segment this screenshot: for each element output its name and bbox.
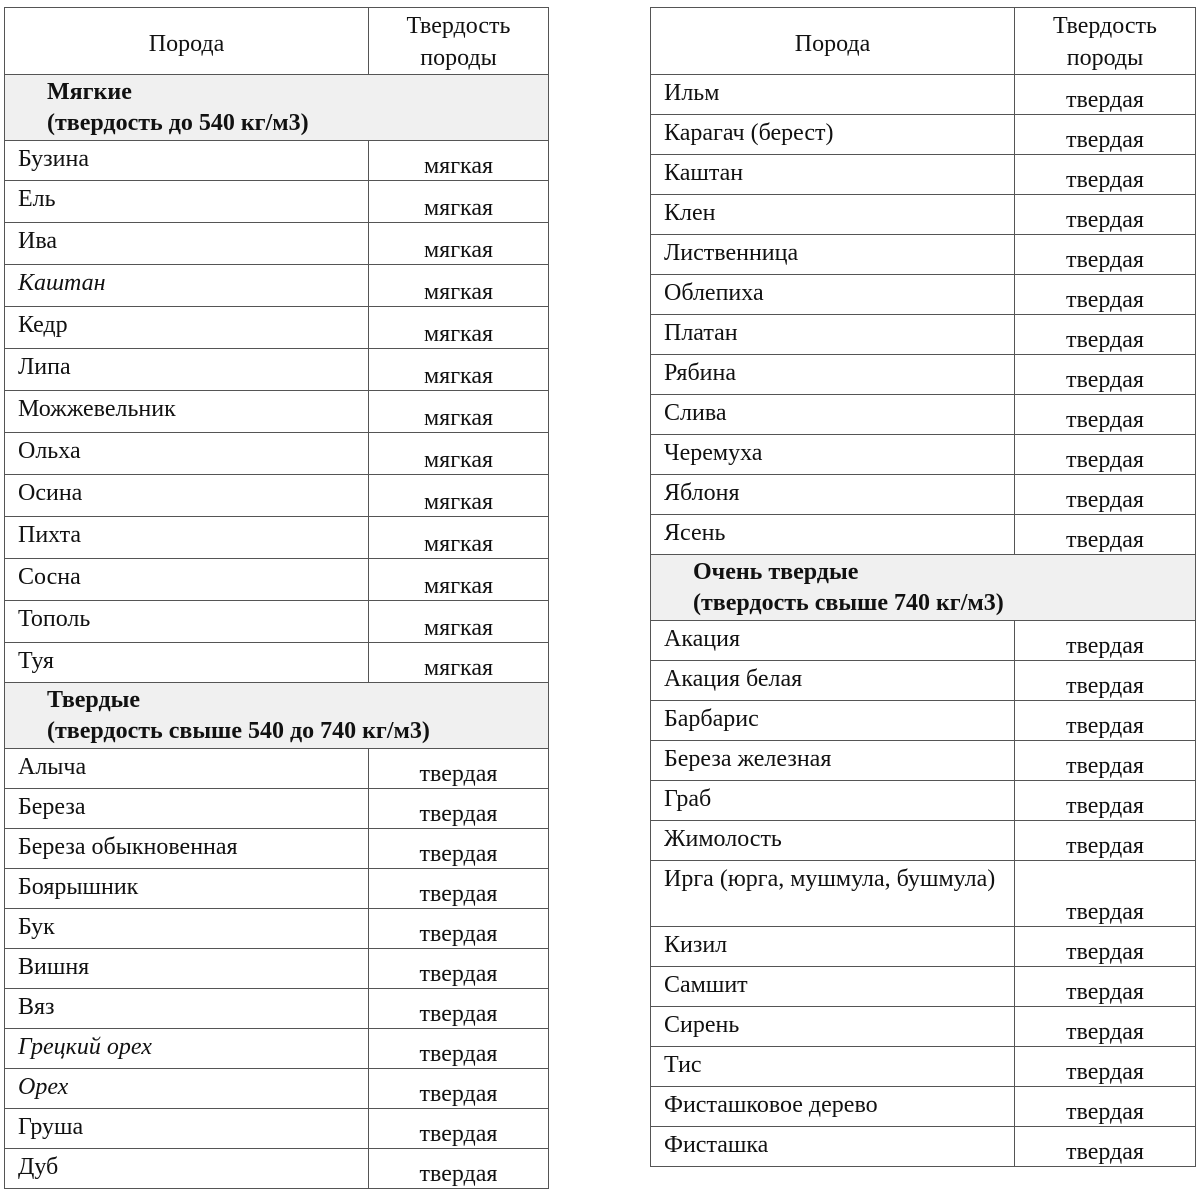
hardness-value [369, 909, 549, 949]
breed-name-text: Береза [18, 794, 86, 820]
breed-name-text: Тополь [18, 606, 91, 632]
breed-name [5, 265, 369, 307]
hardness-value-text: мягкая [423, 405, 494, 431]
breed-name-text: Туя [18, 648, 54, 674]
breed-name [5, 789, 369, 829]
breed-name [651, 155, 1015, 195]
table-row [5, 141, 549, 181]
breed-name [5, 989, 369, 1029]
hardness-value [369, 141, 549, 181]
breed-name [5, 181, 369, 223]
left-table-body [5, 8, 549, 1189]
hardness-value [369, 1109, 549, 1149]
breed-name [651, 621, 1015, 661]
table-row [5, 265, 549, 307]
hardness-value [369, 475, 549, 517]
hardness-value [1015, 235, 1196, 275]
hardness-value-text: твердая [1066, 1059, 1144, 1085]
hardness-value [369, 989, 549, 1029]
breed-name [5, 1109, 369, 1149]
breed-name [5, 223, 369, 265]
right-hardness-table [650, 7, 1196, 1167]
hardness-value-text: твердая [1066, 633, 1144, 659]
breed-name-text: Бук [18, 914, 55, 940]
breed-name-text: Алыча [18, 754, 87, 780]
breed-name-text: Боярышник [18, 874, 139, 900]
hardness-value-text: твердая [1066, 247, 1144, 273]
section-title-line2: (твердость свыше 740 кг/м3) [693, 590, 1004, 616]
breed-name-text: Фисташка [664, 1132, 769, 1158]
breed-name-text: Береза обыкновенная [18, 834, 238, 860]
table-row [5, 909, 549, 949]
breed-name-text: Рябина [664, 360, 737, 386]
table-row [651, 435, 1196, 475]
hardness-value [1015, 315, 1196, 355]
table-row [651, 1047, 1196, 1087]
hardness-value [369, 949, 549, 989]
hardness-value-text: твердая [1066, 673, 1144, 699]
breed-name [5, 307, 369, 349]
breed-name-text: Береза железная [664, 746, 832, 772]
hardness-value-text: твердая [1066, 713, 1144, 739]
hardness-value [369, 391, 549, 433]
hardness-value [369, 1069, 549, 1109]
hardness-value-text: мягкая [423, 279, 494, 305]
section-title-line2: (твердость до 540 кг/м3) [47, 110, 309, 136]
hardness-value-text: твердая [419, 1121, 498, 1147]
table-row [651, 235, 1196, 275]
breed-name-text: Бузина [18, 146, 90, 172]
breed-name [651, 435, 1015, 475]
hardness-value [1015, 195, 1196, 235]
breed-name [5, 949, 369, 989]
hardness-value [1015, 621, 1196, 661]
section-title [5, 75, 549, 141]
hardness-value-text: твердая [1066, 127, 1144, 153]
hardness-value-text: мягкая [423, 447, 494, 473]
section-header-row [651, 555, 1196, 621]
table-row [651, 701, 1196, 741]
breed-name [651, 75, 1015, 115]
breed-name [5, 349, 369, 391]
breed-name-text: Осина [18, 480, 83, 506]
hardness-value [369, 749, 549, 789]
hardness-value [369, 643, 549, 683]
hardness-value-text: твердая [1066, 367, 1144, 393]
breed-name-text: Граб [664, 786, 712, 812]
breed-name [5, 141, 369, 181]
table-row [5, 433, 549, 475]
breed-name [651, 861, 1015, 927]
breed-name [651, 1047, 1015, 1087]
table-row [5, 643, 549, 683]
breed-name-text: Платан [664, 320, 738, 346]
hardness-value-text: твердая [1066, 447, 1144, 473]
table-row [651, 1087, 1196, 1127]
breed-name-text: Барбарис [664, 706, 759, 732]
hardness-value-text: твердая [1066, 979, 1144, 1005]
hardness-value-text: твердая [1066, 487, 1144, 513]
hardness-value [369, 223, 549, 265]
breed-name [651, 475, 1015, 515]
hardness-value [1015, 661, 1196, 701]
table-row [651, 115, 1196, 155]
breed-name-text: Ясень [664, 520, 726, 546]
section-title-line1: Очень твердые [693, 559, 859, 585]
hardness-value-text: твердая [1066, 833, 1144, 859]
table-row [5, 601, 549, 643]
hardness-value [1015, 355, 1196, 395]
hardness-value [369, 869, 549, 909]
breed-name [651, 661, 1015, 701]
breed-name [5, 1029, 369, 1069]
breed-name [5, 1149, 369, 1189]
table-row [5, 307, 549, 349]
table-row [5, 1069, 549, 1109]
breed-name-text: Липа [18, 354, 71, 380]
section-header-row [5, 75, 549, 141]
table-row [5, 559, 549, 601]
table-row [5, 181, 549, 223]
breed-name [5, 517, 369, 559]
hardness-value [369, 829, 549, 869]
hardness-value [1015, 821, 1196, 861]
table-row [5, 869, 549, 909]
hardness-value [1015, 1047, 1196, 1087]
hardness-value-text: твердая [1066, 407, 1144, 433]
hardness-value-text: мягкая [423, 153, 494, 179]
breed-name [651, 395, 1015, 435]
hardness-value-text: твердая [1066, 939, 1144, 965]
header-row [5, 8, 549, 75]
table-row [651, 967, 1196, 1007]
breed-name-text: Кедр [18, 312, 68, 338]
hardness-value [1015, 515, 1196, 555]
hardness-value-text: мягкая [423, 573, 494, 599]
breed-name-text: Черемуха [664, 440, 763, 466]
table-row [651, 475, 1196, 515]
breed-name [5, 643, 369, 683]
hardness-value [1015, 967, 1196, 1007]
table-row [651, 355, 1196, 395]
hardness-value [369, 181, 549, 223]
breed-name [651, 1127, 1015, 1167]
hardness-value [369, 559, 549, 601]
breed-name-text: Карагач (берест) [664, 120, 834, 146]
breed-name-text: Пихта [18, 522, 82, 548]
section-title-line2: (твердость свыше 540 до 740 кг/м3) [47, 718, 430, 744]
header-breed-text: Порода [794, 31, 871, 57]
breed-name [651, 235, 1015, 275]
breed-name-text: Можжевельник [18, 396, 176, 422]
hardness-value-text: твердая [1066, 1099, 1144, 1125]
hardness-value [1015, 395, 1196, 435]
breed-name-text: Сосна [18, 564, 81, 590]
table-row [5, 789, 549, 829]
breed-name-text: Акация [664, 626, 741, 652]
hardness-value-text: твердая [1066, 327, 1144, 353]
hardness-value [1015, 475, 1196, 515]
table-row [651, 741, 1196, 781]
header-hardness [1015, 8, 1196, 75]
breed-name [5, 869, 369, 909]
breed-name [5, 749, 369, 789]
table-row [5, 1109, 549, 1149]
breed-name-text: Жимолость [664, 826, 782, 852]
breed-name-text: Самшит [664, 972, 748, 998]
breed-name-text: Сирень [664, 1012, 740, 1038]
section-title [5, 683, 549, 749]
table-row [651, 661, 1196, 701]
hardness-value [369, 601, 549, 643]
hardness-value-text: мягкая [423, 195, 494, 221]
breed-name-text: Вяз [18, 994, 55, 1020]
section-title [651, 555, 1196, 621]
hardness-value-text: мягкая [423, 531, 494, 557]
hardness-value [369, 1149, 549, 1189]
breed-name-text: Ильм [664, 80, 720, 106]
hardness-value-text: мягкая [423, 489, 494, 515]
breed-name-text: Орех [18, 1074, 69, 1100]
header-hardness-line1: Твердость [406, 13, 511, 39]
table-row [651, 515, 1196, 555]
breed-name-text: Вишня [18, 954, 90, 980]
table-row [5, 517, 549, 559]
breed-name-text: Акация белая [664, 666, 803, 692]
table-row [651, 275, 1196, 315]
hardness-value [1015, 1007, 1196, 1047]
hardness-value-text: твердая [1066, 167, 1144, 193]
breed-name [5, 601, 369, 643]
hardness-value-text: твердая [419, 1041, 498, 1067]
breed-name [5, 433, 369, 475]
breed-name [651, 315, 1015, 355]
hardness-value-text: твердая [1066, 1019, 1144, 1045]
breed-name-text: Каштан [664, 160, 744, 186]
hardness-value-text: мягкая [423, 615, 494, 641]
hardness-value [369, 433, 549, 475]
hardness-value [1015, 927, 1196, 967]
section-title-line1: Твердые [47, 687, 140, 713]
hardness-value [369, 1029, 549, 1069]
hardness-value-text: твердая [1066, 899, 1144, 925]
header-breed [651, 8, 1015, 75]
hardness-value [1015, 1127, 1196, 1167]
breed-name-text: Облепиха [664, 280, 764, 306]
hardness-value-text: твердая [1066, 753, 1144, 779]
hardness-value [1015, 275, 1196, 315]
hardness-value-text: твердая [419, 881, 498, 907]
left-hardness-table [4, 7, 549, 1189]
table-row [651, 621, 1196, 661]
breed-name-text: Лиственница [664, 240, 799, 266]
hardness-value-text: твердая [419, 961, 498, 987]
hardness-value-text: мягкая [423, 363, 494, 389]
breed-name-text: Грецкий орех [18, 1034, 152, 1060]
hardness-value [1015, 741, 1196, 781]
hardness-value [1015, 1087, 1196, 1127]
table-row [651, 781, 1196, 821]
hardness-value-text: твердая [419, 1161, 498, 1187]
hardness-value [369, 349, 549, 391]
breed-name [5, 1069, 369, 1109]
breed-name [651, 927, 1015, 967]
table-row [5, 475, 549, 517]
hardness-value-text: твердая [1066, 207, 1144, 233]
hardness-value-text: твердая [1066, 87, 1144, 113]
hardness-value-text: твердая [1066, 527, 1144, 553]
breed-name [651, 967, 1015, 1007]
hardness-value-text: мягкая [423, 321, 494, 347]
breed-name-text: Каштан [18, 270, 106, 296]
breed-name [5, 829, 369, 869]
table-row [651, 155, 1196, 195]
hardness-value-text: мягкая [423, 237, 494, 263]
hardness-value-text: твердая [419, 801, 498, 827]
breed-name-text: Груша [18, 1114, 84, 1140]
right-table-body [651, 8, 1196, 1167]
breed-name [651, 355, 1015, 395]
hardness-value-text: твердая [419, 841, 498, 867]
breed-name [5, 475, 369, 517]
hardness-value [1015, 701, 1196, 741]
header-hardness [369, 8, 549, 75]
hardness-value [1015, 155, 1196, 195]
hardness-value-text: твердая [419, 1001, 498, 1027]
header-row [651, 8, 1196, 75]
breed-name [5, 909, 369, 949]
breed-name [651, 741, 1015, 781]
breed-name-text: Слива [664, 400, 727, 426]
hardness-value [1015, 435, 1196, 475]
breed-name-text: Ель [18, 186, 56, 212]
hardness-value [369, 789, 549, 829]
hardness-value [1015, 781, 1196, 821]
table-row [651, 1007, 1196, 1047]
breed-name-text: Ирга (юрга, мушмула, бушмула) [664, 866, 996, 892]
breed-name [5, 559, 369, 601]
hardness-value [1015, 75, 1196, 115]
hardness-value-text: твердая [419, 761, 498, 787]
header-hardness-line1: Твердость [1053, 13, 1157, 39]
section-title-line1: Мягкие [47, 79, 132, 105]
hardness-value-text: твердая [419, 921, 498, 947]
breed-name-text: Дуб [18, 1154, 59, 1180]
breed-name [651, 821, 1015, 861]
table-row [651, 395, 1196, 435]
table-row [5, 391, 549, 433]
hardness-value-text: мягкая [423, 655, 494, 681]
table-row [651, 861, 1196, 927]
hardness-value-text: твердая [419, 1081, 498, 1107]
table-row [5, 1149, 549, 1189]
table-row [5, 349, 549, 391]
breed-name-text: Ольха [18, 438, 81, 464]
hardness-value [369, 265, 549, 307]
hardness-value-text: твердая [1066, 287, 1144, 313]
breed-name [5, 391, 369, 433]
breed-name [651, 275, 1015, 315]
table-row [651, 927, 1196, 967]
breed-name-text: Клен [664, 200, 716, 226]
header-hardness-line2: породы [1066, 45, 1144, 71]
section-header-row [5, 683, 549, 749]
breed-name-text: Фисташковое дерево [664, 1092, 878, 1118]
table-row [651, 75, 1196, 115]
table-row [651, 821, 1196, 861]
breed-name [651, 781, 1015, 821]
breed-name [651, 1087, 1015, 1127]
hardness-value [1015, 861, 1196, 927]
breed-name-text: Яблоня [664, 480, 740, 506]
breed-name [651, 115, 1015, 155]
hardness-value [369, 307, 549, 349]
table-row [651, 315, 1196, 355]
header-breed [5, 8, 369, 75]
hardness-value [1015, 115, 1196, 155]
breed-name [651, 1007, 1015, 1047]
breed-name [651, 701, 1015, 741]
breed-name [651, 195, 1015, 235]
table-row [5, 949, 549, 989]
table-row [5, 749, 549, 789]
hardness-value-text: твердая [1066, 793, 1144, 819]
hardness-value-text: твердая [1066, 1139, 1144, 1165]
table-row [5, 989, 549, 1029]
header-hardness-line2: породы [420, 45, 497, 71]
table-row [651, 195, 1196, 235]
breed-name [651, 515, 1015, 555]
table-row [5, 829, 549, 869]
table-row [651, 1127, 1196, 1167]
table-row [5, 223, 549, 265]
breed-name-text: Кизил [664, 932, 728, 958]
breed-name-text: Тис [664, 1052, 702, 1078]
hardness-value [369, 517, 549, 559]
breed-name-text: Ива [18, 228, 57, 254]
header-breed-text: Порода [148, 31, 225, 57]
table-row [5, 1029, 549, 1069]
